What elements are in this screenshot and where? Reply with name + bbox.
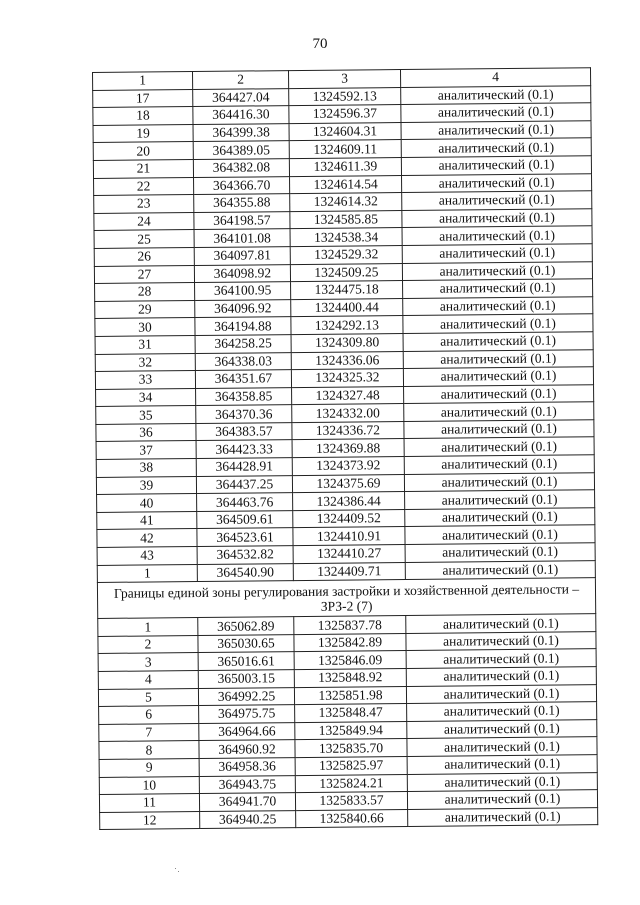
- y-coordinate-cell: 1325835.70: [295, 739, 407, 758]
- point-number-cell: 2: [98, 635, 198, 654]
- method-cell: аналитический (0.1): [402, 208, 592, 227]
- y-coordinate-cell: 1325837.78: [294, 616, 406, 635]
- x-coordinate-cell: 364382.08: [193, 159, 289, 178]
- point-number-cell: 34: [96, 388, 196, 407]
- point-number-cell: 21: [93, 159, 193, 178]
- method-cell: аналитический (0.1): [404, 402, 594, 421]
- y-coordinate-cell: 1325824.21: [295, 774, 407, 793]
- header-cell-4: 4: [400, 68, 590, 87]
- y-coordinate-cell: 1324509.25: [290, 263, 402, 282]
- scan-speck: [175, 868, 176, 869]
- scan-speck: [178, 871, 179, 872]
- x-coordinate-cell: 364351.67: [195, 370, 291, 389]
- x-coordinate-cell: 364943.75: [199, 775, 295, 794]
- x-coordinate-cell: 364428.91: [196, 458, 292, 477]
- x-coordinate-cell: 364399.38: [193, 123, 289, 142]
- method-cell: аналитический (0.1): [404, 472, 594, 491]
- x-coordinate-cell: 364992.25: [198, 687, 294, 706]
- y-coordinate-cell: 1324410.91: [293, 527, 405, 546]
- x-coordinate-cell: 364964.66: [199, 722, 295, 741]
- point-number-cell: 32: [95, 353, 195, 372]
- y-coordinate-cell: 1325840.66: [296, 809, 408, 828]
- x-coordinate-cell: 364338.03: [195, 352, 291, 371]
- point-number-cell: 12: [100, 811, 200, 830]
- x-coordinate-cell: 365003.15: [198, 670, 294, 689]
- point-number-cell: 18: [93, 107, 193, 126]
- point-number-cell: 31: [95, 335, 195, 354]
- y-coordinate-cell: 1324592.13: [289, 87, 401, 106]
- method-cell: аналитический (0.1): [401, 138, 591, 157]
- x-coordinate-cell: 364540.90: [197, 563, 293, 582]
- x-coordinate-cell: 364960.92: [199, 740, 295, 759]
- method-cell: аналитический (0.1): [405, 543, 595, 562]
- method-cell: аналитический (0.1): [405, 560, 595, 579]
- table-body: [93, 68, 598, 830]
- point-number-cell: 28: [95, 283, 195, 302]
- header-cell-2: 2: [193, 71, 289, 90]
- x-coordinate-cell: 364258.25: [195, 335, 291, 354]
- method-cell: аналитический (0.1): [407, 790, 597, 809]
- section-caption: Границы единой зоны регулирования застройки и хозяйственной деятельности – ЗРЗ-2 (7): [97, 578, 595, 619]
- point-number-cell: 22: [94, 177, 194, 196]
- y-coordinate-cell: 1324336.72: [292, 421, 404, 440]
- point-number-cell: 24: [94, 212, 194, 231]
- point-number-cell: 30: [95, 318, 195, 337]
- header-cell-3: 3: [288, 70, 400, 89]
- y-coordinate-cell: 1325848.92: [294, 669, 406, 688]
- x-coordinate-cell: 364389.05: [193, 141, 289, 160]
- method-cell: аналитический (0.1): [406, 667, 596, 686]
- point-number-cell: 37: [96, 441, 196, 460]
- page-number: 70: [312, 36, 328, 52]
- y-coordinate-cell: 1325842.89: [294, 633, 406, 652]
- x-coordinate-cell: 364427.04: [193, 88, 289, 107]
- y-coordinate-cell: 1324292.13: [291, 316, 403, 335]
- section-caption-row: [97, 578, 595, 619]
- x-coordinate-cell: 364532.82: [197, 546, 293, 565]
- method-cell: аналитический (0.1): [403, 279, 593, 298]
- coordinates-table: [92, 67, 598, 830]
- method-cell: аналитический (0.1): [406, 632, 596, 651]
- method-cell: аналитический (0.1): [408, 807, 598, 826]
- point-number-cell: 9: [99, 758, 199, 777]
- x-coordinate-cell: 365062.89: [198, 617, 294, 636]
- y-coordinate-cell: 1325846.09: [294, 651, 406, 670]
- y-coordinate-cell: 1324325.32: [291, 369, 403, 388]
- method-cell: аналитический (0.1): [401, 120, 591, 139]
- method-cell: аналитический (0.1): [403, 314, 593, 333]
- x-coordinate-cell: 364096.92: [195, 299, 291, 318]
- point-number-cell: 17: [93, 89, 193, 108]
- method-cell: аналитический (0.1): [402, 191, 592, 210]
- y-coordinate-cell: 1325851.98: [294, 686, 406, 705]
- x-coordinate-cell: 364940.25: [200, 810, 296, 829]
- header-cell-1: 1: [93, 72, 193, 91]
- method-cell: аналитический (0.1): [401, 103, 591, 122]
- method-cell: аналитический (0.1): [407, 772, 597, 791]
- point-number-cell: 41: [97, 511, 197, 530]
- y-coordinate-cell: 1324614.32: [290, 193, 402, 212]
- x-coordinate-cell: 364958.36: [199, 758, 295, 777]
- point-number-cell: 8: [99, 741, 199, 760]
- method-cell: аналитический (0.1): [403, 367, 593, 386]
- method-cell: аналитический (0.1): [405, 490, 595, 509]
- y-coordinate-cell: 1324386.44: [293, 492, 405, 511]
- y-coordinate-cell: 1324611.39: [289, 158, 401, 177]
- point-number-cell: 38: [96, 459, 196, 478]
- x-coordinate-cell: 364101.08: [194, 229, 290, 248]
- method-cell: аналитический (0.1): [405, 525, 595, 544]
- x-coordinate-cell: 364383.57: [196, 422, 292, 441]
- x-coordinate-cell: 364198.57: [194, 211, 290, 230]
- method-cell: аналитический (0.1): [402, 261, 592, 280]
- method-cell: аналитический (0.1): [402, 173, 592, 192]
- x-coordinate-cell: 364358.85: [196, 387, 292, 406]
- y-coordinate-cell: 1325833.57: [295, 792, 407, 811]
- point-number-cell: 36: [96, 423, 196, 442]
- method-cell: аналитический (0.1): [403, 349, 593, 368]
- point-number-cell: 26: [94, 247, 194, 266]
- y-coordinate-cell: 1324609.11: [289, 140, 401, 159]
- point-number-cell: 23: [94, 195, 194, 214]
- point-number-cell: 7: [99, 723, 199, 742]
- y-coordinate-cell: 1324409.71: [293, 562, 405, 581]
- point-number-cell: 33: [95, 371, 195, 390]
- x-coordinate-cell: 364523.61: [197, 528, 293, 547]
- method-cell: аналитический (0.1): [407, 719, 597, 738]
- point-number-cell: 3: [98, 653, 198, 672]
- y-coordinate-cell: 1324529.32: [290, 245, 402, 264]
- method-cell: аналитический (0.1): [404, 384, 594, 403]
- point-number-cell: 1: [98, 618, 198, 637]
- point-number-cell: 40: [97, 494, 197, 513]
- y-coordinate-cell: 1324332.00: [292, 404, 404, 423]
- y-coordinate-cell: 1324585.85: [290, 210, 402, 229]
- x-coordinate-cell: 364194.88: [195, 317, 291, 336]
- x-coordinate-cell: 364355.88: [194, 194, 290, 213]
- y-coordinate-cell: 1324336.06: [291, 351, 403, 370]
- y-coordinate-cell: 1324400.44: [291, 298, 403, 317]
- y-coordinate-cell: 1324375.69: [292, 474, 404, 493]
- x-coordinate-cell: 364370.36: [196, 405, 292, 424]
- point-number-cell: 6: [99, 706, 199, 725]
- method-cell: аналитический (0.1): [402, 244, 592, 263]
- x-coordinate-cell: 364509.61: [197, 510, 293, 529]
- point-number-cell: 27: [94, 265, 194, 284]
- x-coordinate-cell: 364098.92: [194, 264, 290, 283]
- y-coordinate-cell: 1325825.97: [295, 756, 407, 775]
- x-coordinate-cell: 364463.76: [197, 493, 293, 512]
- point-number-cell: 4: [98, 671, 198, 690]
- x-coordinate-cell: 365030.65: [198, 634, 294, 653]
- x-coordinate-cell: 364416.30: [193, 106, 289, 125]
- method-cell: аналитический (0.1): [403, 296, 593, 315]
- y-coordinate-cell: 1324409.52: [293, 509, 405, 528]
- method-cell: аналитический (0.1): [407, 702, 597, 721]
- x-coordinate-cell: 364975.75: [199, 705, 295, 724]
- table-row: [100, 807, 598, 829]
- x-coordinate-cell: 364366.70: [194, 176, 290, 195]
- y-coordinate-cell: 1324410.27: [293, 545, 405, 564]
- y-coordinate-cell: 1324369.88: [292, 439, 404, 458]
- y-coordinate-cell: 1324538.34: [290, 228, 402, 247]
- method-cell: аналитический (0.1): [403, 332, 593, 351]
- x-coordinate-cell: 364941.70: [199, 793, 295, 812]
- x-coordinate-cell: 364097.81: [194, 247, 290, 266]
- x-coordinate-cell: 364437.25: [196, 475, 292, 494]
- point-number-cell: 43: [97, 547, 197, 566]
- point-number-cell: 20: [93, 142, 193, 161]
- method-cell: аналитический (0.1): [404, 420, 594, 439]
- y-coordinate-cell: 1325849.94: [295, 721, 407, 740]
- method-cell: аналитический (0.1): [402, 226, 592, 245]
- y-coordinate-cell: 1325848.47: [295, 704, 407, 723]
- method-cell: аналитический (0.1): [405, 508, 595, 527]
- point-number-cell: 25: [94, 230, 194, 249]
- point-number-cell: 42: [97, 529, 197, 548]
- y-coordinate-cell: 1324614.54: [290, 175, 402, 194]
- point-number-cell: 29: [95, 300, 195, 319]
- point-number-cell: 5: [98, 688, 198, 707]
- method-cell: аналитический (0.1): [404, 437, 594, 456]
- point-number-cell: 10: [99, 776, 199, 795]
- method-cell: аналитический (0.1): [406, 614, 596, 633]
- point-number-cell: 19: [93, 124, 193, 143]
- x-coordinate-cell: 365016.61: [198, 652, 294, 671]
- method-cell: аналитический (0.1): [407, 755, 597, 774]
- method-cell: аналитический (0.1): [406, 649, 596, 668]
- method-cell: аналитический (0.1): [404, 455, 594, 474]
- point-number-cell: 35: [96, 406, 196, 425]
- method-cell: аналитический (0.1): [407, 737, 597, 756]
- point-number-cell: 39: [96, 476, 196, 495]
- y-coordinate-cell: 1324373.92: [292, 457, 404, 476]
- x-coordinate-cell: 364423.33: [196, 440, 292, 459]
- y-coordinate-cell: 1324596.37: [289, 105, 401, 124]
- method-cell: аналитический (0.1): [401, 85, 591, 104]
- y-coordinate-cell: 1324475.18: [291, 281, 403, 300]
- point-number-cell: 11: [99, 794, 199, 813]
- y-coordinate-cell: 1324309.80: [291, 333, 403, 352]
- method-cell: аналитический (0.1): [406, 684, 596, 703]
- x-coordinate-cell: 364100.95: [195, 282, 291, 301]
- y-coordinate-cell: 1324604.31: [289, 122, 401, 141]
- point-number-cell: 1: [97, 564, 197, 583]
- y-coordinate-cell: 1324327.48: [292, 386, 404, 405]
- method-cell: аналитический (0.1): [401, 156, 591, 175]
